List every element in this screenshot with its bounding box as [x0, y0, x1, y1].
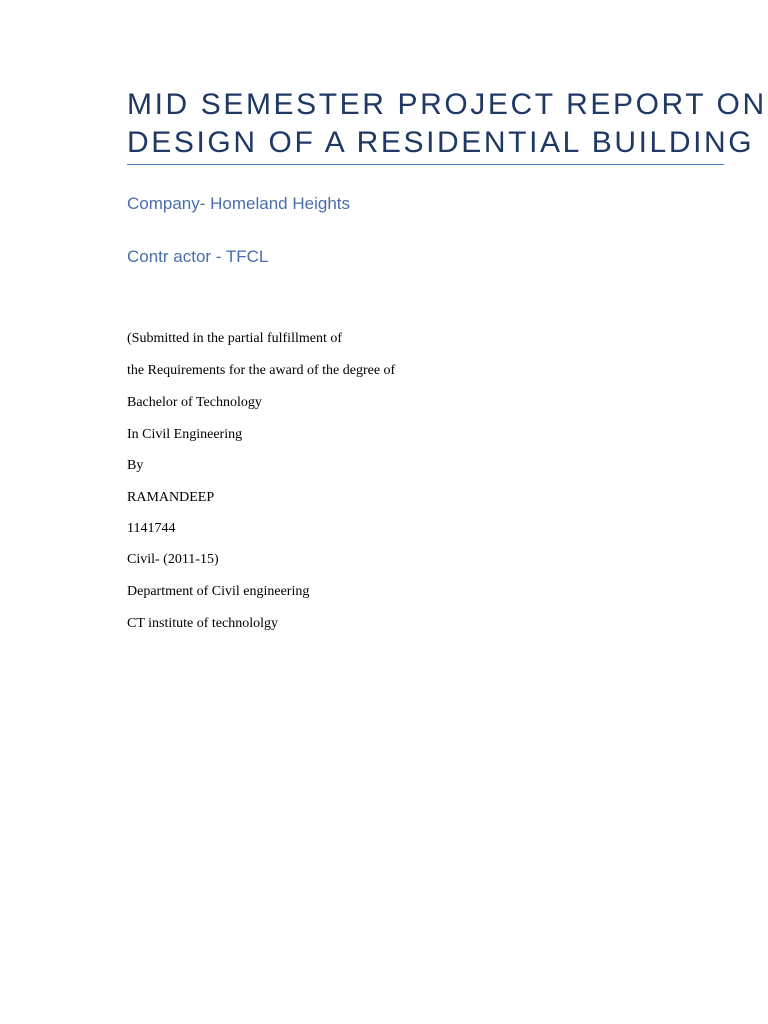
author-name: RAMANDEEP — [127, 490, 215, 505]
discipline-line: In Civil Engineering — [127, 427, 243, 442]
degree-line: Bachelor of Technology — [127, 395, 262, 410]
by-line: By — [127, 458, 144, 473]
report-title — [127, 86, 767, 162]
department-line: Department of Civil engineering — [127, 584, 310, 599]
roll-number: 1141744 — [127, 521, 176, 536]
company-subtitle: Company- Homeland Heights — [127, 194, 350, 213]
title-line-2: DESIGN OF A RESIDENTIAL BUILDING — [127, 126, 755, 159]
title-underline-rule — [127, 164, 724, 165]
institute-line: CT institute of technololgy — [127, 616, 279, 631]
title-line-1: MID SEMESTER PROJECT REPORT ON — [127, 88, 767, 121]
batch-line: Civil- (2011-15) — [127, 552, 219, 567]
contractor-subtitle: Contr actor - TFCL — [127, 247, 269, 266]
submission-line-1: (Submitted in the partial fulfillment of — [127, 331, 343, 346]
submission-line-2: the Requirements for the award of the degree of — [127, 363, 396, 378]
